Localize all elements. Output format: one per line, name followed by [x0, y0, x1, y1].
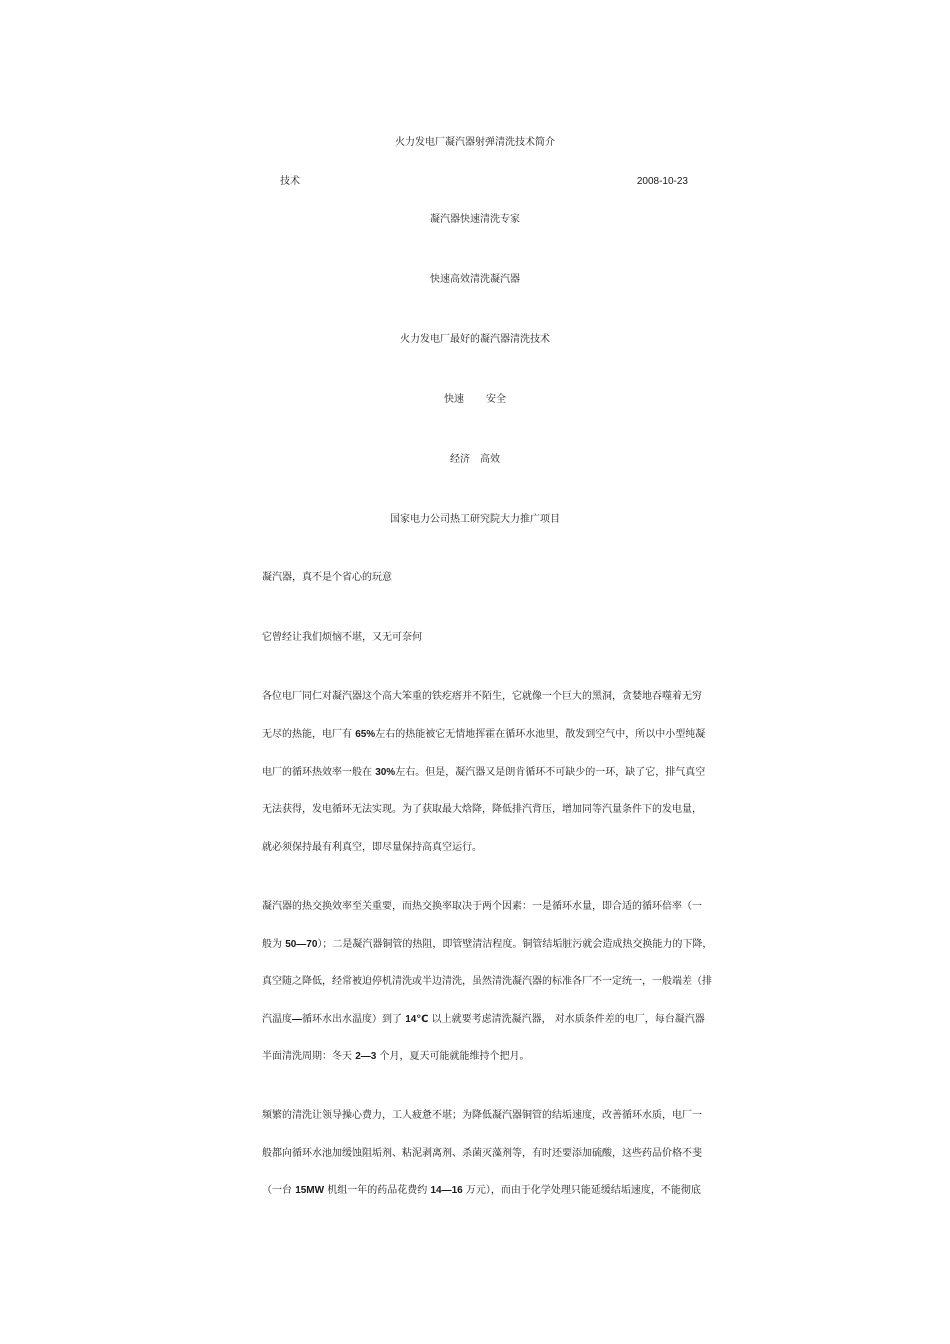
document-title: 火力发电厂凝汽器射弹清洗技术简介	[395, 137, 555, 148]
heading-promotion: 国家电力公司热工研究院大力推广项目	[390, 514, 560, 525]
para2-line-3: 真空随之降低，经常被迫停机清洗或半边清洗，虽然清洗凝汽器的标准各厂不一定统一，一般端差（排	[262, 976, 712, 987]
heading-efficient: 高效	[480, 454, 500, 465]
para3-line-3: （一台 15MW 机组一年的药品花费约 14—16 万元），而由于化学处理只能延缓结垢速度，不能彻底	[262, 1185, 701, 1196]
heading-fast-clean: 快速高效清洗凝汽器	[430, 274, 520, 285]
heading-safe: 安全	[486, 394, 506, 405]
heading-fast-safe	[262, 393, 688, 407]
intro-line-2: 它曾经让我们烦恼不堪，又无可奈何	[262, 632, 422, 643]
circulation-ratio: 50—70	[285, 939, 318, 950]
months-2-3: 2—3	[355, 1051, 377, 1062]
para1-line-4: 无法获得，发电循环无法实现。为了获取最大焓降，降低排汽背压，增加同等汽量条件下的发电量，	[262, 804, 702, 815]
heading-economic: 经济	[450, 454, 470, 465]
para2-line-4: 汽温度—循环水出水温度）到了 14℃ 以上就要考虑清洗凝汽器， 对水质条件差的电厂，每台凝汽器	[262, 1014, 705, 1025]
para2-line-1: 凝汽器的热交换效率至关重要，而热交换率取决于两个因素：一是循环水量，即合适的循环倍率（一	[262, 901, 702, 912]
para3-line-1: 频繁的清洗让领导操心费力，工人疲惫不堪；为降低凝汽器铜管的结垢速度，改善循环水质，电厂一	[262, 1110, 702, 1121]
heading-economic-efficient	[262, 453, 688, 467]
para1-line-3: 电厂的循环热效率一般在 30%左右。但是，凝汽器又是朗肯循环不可缺少的一环，缺了它，排气真空	[262, 767, 706, 778]
heading-best-tech: 火力发电厂最好的凝汽器清洗技术	[400, 334, 550, 345]
cost-14-16: 14—16	[430, 1185, 463, 1196]
para1-line-1: 各位电厂同仁对凝汽器这个高大笨重的铁疙瘩并不陌生，它就像一个巨大的黑洞，贪婪地吞噬着无穷	[262, 691, 702, 702]
temperature-14c: 14℃	[405, 1014, 429, 1025]
unit-15mw: 15MW	[295, 1185, 325, 1196]
heading-expert: 凝汽器快速清洗专家	[430, 214, 520, 225]
heading-fast: 快速	[444, 394, 464, 405]
intro-line-1: 凝汽器，真不是个省心的玩意	[262, 572, 392, 583]
article-date: 2008-10-23	[636, 176, 688, 187]
para3-line-2: 般都向循环水池加缓蚀阻垢剂、粘泥剥离剂、杀菌灭藻剂等，有时还要添加硫酸，这些药品价格不斐	[262, 1148, 702, 1159]
para2-line-2: 般为 50—70）；二是凝汽器铜管的热阻，即管壁清洁程度。铜管结垢脏污就会造成热交换能力的下降，	[262, 939, 713, 950]
para2-line-5: 半面清洗周期：冬天 2—3 个月，夏天可能就能维持个把月。	[262, 1051, 530, 1062]
percent-65: 65%	[355, 729, 376, 740]
para1-line-2: 无尽的热能，电厂有 65%左右的热能被它无情地挥霍在循环水池里，散发到空气中，所以中小型纯凝	[262, 729, 706, 740]
article-category: 技术	[280, 176, 300, 187]
percent-30: 30%	[375, 767, 396, 778]
para1-line-5: 就必须保持最有利真空，即尽量保持高真空运行。	[262, 842, 482, 853]
